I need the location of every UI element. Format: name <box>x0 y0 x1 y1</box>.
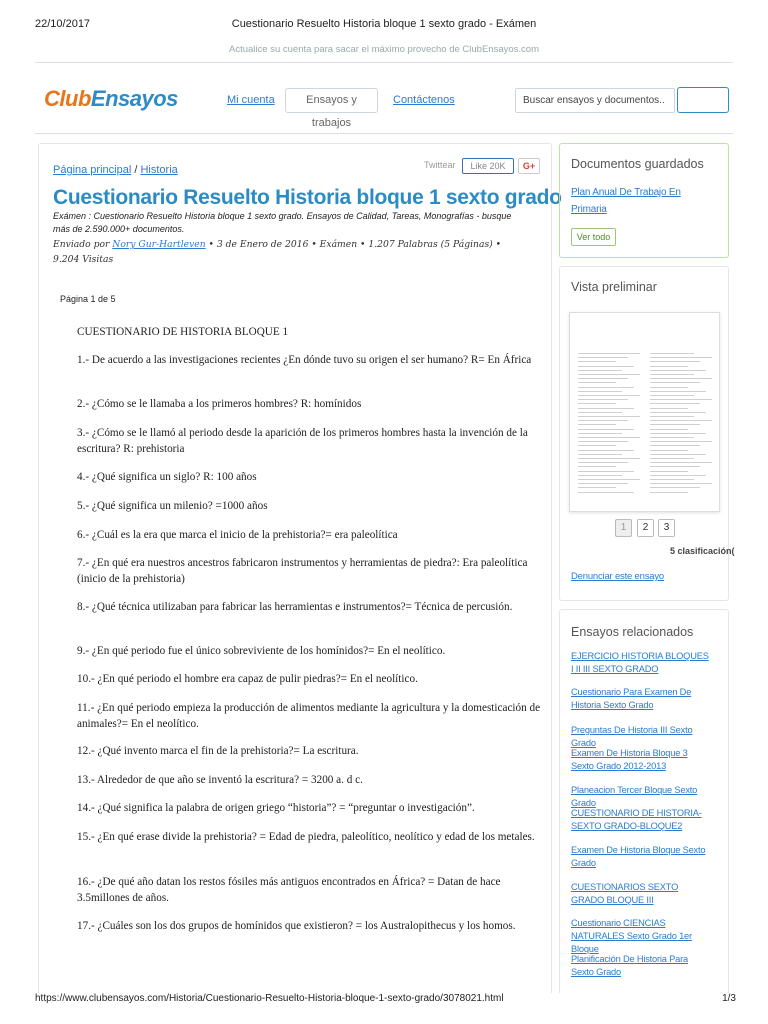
preview-text-line <box>578 408 634 409</box>
preview-text-line <box>578 429 634 430</box>
related-essay-link[interactable]: EJERCICIO HISTORIA BLOQUES I II III SEXTO GRADO <box>571 651 709 674</box>
questionnaire-heading: CUESTIONARIO DE HISTORIA BLOQUE 1 <box>77 326 289 338</box>
preview-text-line <box>578 357 628 358</box>
preview-text-line <box>578 387 634 388</box>
preview-text-line <box>578 454 622 455</box>
question-item: 5.- ¿Qué significa un milenio? =1000 años <box>77 500 268 512</box>
header-bottom-divider <box>35 133 733 134</box>
preview-text-line <box>650 387 688 388</box>
preview-text-line <box>578 479 640 480</box>
question-item: 9.- ¿En qué periodo fue el único sobreviviente de los homínidos?= En el neolítico. <box>77 645 446 657</box>
preview-text-line <box>650 374 694 375</box>
preview-text-line <box>650 361 700 362</box>
preview-text-line <box>578 441 628 442</box>
search-input[interactable]: Buscar ensayos y documentos.. <box>515 88 675 113</box>
preview-text-line <box>650 403 700 404</box>
page-indicator: Página 1 de 5 <box>60 294 116 304</box>
preview-text-line <box>650 445 700 446</box>
preview-text-line <box>650 450 688 451</box>
question-item: 11.- ¿En qué periodo empieza la producción de alimentos mediante la agricultura y la domesticación de animales?= En el neolítico. <box>77 702 541 730</box>
preview-title: Vista preliminar <box>571 280 657 294</box>
breadcrumb <box>53 164 178 176</box>
preview-text-line <box>650 408 688 409</box>
preview-text-line <box>650 441 712 442</box>
saved-document-link[interactable]: Plan Anual De Trabajo En Primaria <box>571 187 681 215</box>
tweet-button[interactable]: Twittear <box>424 160 456 170</box>
preview-text-line <box>650 458 694 459</box>
saved-documents-title: Documentos guardados <box>571 157 704 171</box>
preview-text-line <box>578 395 640 396</box>
preview-page-2[interactable]: 2 <box>637 519 654 537</box>
preview-text-line <box>578 374 640 375</box>
question-item: 4.- ¿Qué significa un siglo? R: 100 años <box>77 471 257 483</box>
preview-text-line <box>650 483 712 484</box>
preview-text-line <box>578 437 640 438</box>
question-item: 15.- ¿En qué erase divide la prehistoria? = Edad de piedra, paleolítico, neolítico y edad de los metales. <box>77 831 535 843</box>
preview-text-line <box>650 424 700 425</box>
preview-text-line <box>650 416 694 417</box>
preview-text-line <box>578 416 640 417</box>
question-item: 17.- ¿Cuáles son los dos grupos de homínidos que existieron? = los Australopithecus y los homos. <box>77 920 516 932</box>
nav-my-account[interactable]: Mi cuenta <box>227 94 275 106</box>
breadcrumb-separator: / <box>134 164 138 176</box>
facebook-like-button[interactable]: Like 20K <box>462 158 514 174</box>
preview-text-line <box>650 378 712 379</box>
question-item: 13.- Alrededor de que año se inventó la escritura? = 3200 a. d c. <box>77 774 363 786</box>
document-meta <box>53 237 521 267</box>
preview-text-line <box>578 487 616 488</box>
rating-count: 5 clasificación( <box>670 546 735 556</box>
preview-text-line <box>650 429 688 430</box>
report-essay-link[interactable]: Denunciar este ensayo <box>571 571 664 582</box>
related-essays-title: Ensayos relacionados <box>571 625 694 639</box>
preview-text-line <box>650 399 712 400</box>
preview-text-line <box>650 487 700 488</box>
preview-text-line <box>650 492 688 493</box>
preview-text-line <box>650 420 712 421</box>
related-essay-link[interactable]: Preguntas De Historia III Sexto Grado <box>571 725 693 748</box>
preview-text-line <box>650 466 700 467</box>
question-item: 2.- ¿Cómo se le llamaba a los primeros hombres? R: homínidos <box>77 398 362 410</box>
preview-text-line <box>578 403 616 404</box>
preview-text-line <box>650 395 694 396</box>
preview-text-line <box>650 412 706 413</box>
preview-text-line <box>578 378 628 379</box>
preview-thumbnail[interactable] <box>569 312 720 512</box>
search-button[interactable] <box>677 87 729 113</box>
document-title: Cuestionario Resuelto Historia bloque 1 sexto grado <box>53 186 562 209</box>
preview-text-line <box>650 353 694 354</box>
preview-text-line <box>650 471 688 472</box>
preview-text-line <box>578 471 634 472</box>
preview-text-line <box>650 462 712 463</box>
breadcrumb-home-link[interactable]: Página principal <box>53 164 132 176</box>
related-essay-link[interactable]: Examen De Historia Bloque 3 Sexto Grado 2012-2013 <box>571 748 688 771</box>
preview-text-line <box>578 353 640 354</box>
preview-text-line <box>650 475 706 476</box>
nav-contact[interactable]: Contáctenos <box>393 94 455 106</box>
meta-details: • 3 de Enero de 2016 • Exámen • 1.207 Palabras (5 Páginas) • 9.204 Visitas <box>53 239 502 265</box>
nav-essays-button[interactable]: Ensayos y trabajos <box>285 88 378 113</box>
related-essay-link[interactable]: Planificación De Historia Para Sexto Grado <box>571 954 688 977</box>
preview-text-line <box>650 366 688 367</box>
clubensayos-logo[interactable] <box>44 86 178 112</box>
print-url: https://www.clubensayos.com/Historia/Cuestionario-Resuelto-Historia-bloque-1-sexto-grado/3078021.html <box>35 993 504 1004</box>
preview-text-line <box>578 361 616 362</box>
preview-text-line <box>650 479 694 480</box>
print-page-title: Cuestionario Resuelto Historia bloque 1 sexto grado - Exámen <box>231 18 537 30</box>
preview-text-line <box>578 399 628 400</box>
preview-text-line <box>578 483 628 484</box>
author-link[interactable]: Nory Gur-Hartleven <box>112 239 206 250</box>
preview-page-3[interactable]: 3 <box>658 519 675 537</box>
preview-text-line <box>650 433 706 434</box>
question-item: 8.- ¿Qué técnica utilizaban para fabricar las herramientas e instrumentos?= Técnica de percusión. <box>77 601 513 613</box>
related-essay-link[interactable]: Planeacion Tercer Bloque Sexto Grado <box>571 785 698 808</box>
preview-text-line <box>650 370 706 371</box>
preview-text-line <box>650 454 706 455</box>
preview-text-line <box>578 412 622 413</box>
question-item: 10.- ¿En qué periodo el hombre era capaz de pulir piedras?= En el neolítico. <box>77 673 418 685</box>
preview-text-line <box>650 382 700 383</box>
preview-page-1[interactable]: 1 <box>615 519 632 537</box>
print-page-number: 1/3 <box>722 993 736 1004</box>
preview-text-line <box>578 382 616 383</box>
view-all-button[interactable]: Ver todo <box>571 228 616 246</box>
google-plus-button[interactable]: G+ <box>518 158 540 174</box>
logo-part-ensayos: Ensayos <box>90 86 178 111</box>
preview-text-line <box>578 420 628 421</box>
preview-text-line <box>650 391 706 392</box>
document-subtitle: Exámen : Cuestionario Resuelto Historia bloque 1 sexto grado. Ensayos de Calidad, Tareas, Monografías - busque más de 2.590.000+ documentos. <box>53 211 512 234</box>
upgrade-banner[interactable]: Actualice su cuenta para sacar el máximo provecho de ClubEnsayos.com <box>229 44 539 55</box>
question-item: 16.- ¿De qué año datan los restos fósiles más antiguos encontrados en África? = Datan de hace 3.5millones de años. <box>77 876 501 904</box>
related-essay-link[interactable]: Cuestionario Para Examen De Historia Sexto Grado <box>571 687 692 710</box>
question-item: 3.- ¿Cómo se le llamó al periodo desde la aparición de los primeros hombres hasta la invención de la escritura? R: prehistoria <box>77 427 528 455</box>
question-item: 1.- De acuerdo a las investigaciones recientes ¿En dónde tuvo su origen el ser humano? R= En África <box>77 354 532 366</box>
preview-text-line <box>650 357 712 358</box>
breadcrumb-category-link[interactable]: Historia <box>140 164 178 176</box>
preview-text-line <box>578 458 640 459</box>
preview-text-line <box>578 475 622 476</box>
question-item: 12.- ¿Qué invento marca el fin de la prehistoria?= La escritura. <box>77 745 359 757</box>
related-essay-link[interactable]: Examen De Historia Bloque Sexto Grado <box>571 845 706 868</box>
preview-text-line <box>578 424 616 425</box>
question-item: 6.- ¿Cuál es la era que marca el inicio de la prehistoria?= era paleolítica <box>77 529 398 541</box>
related-essay-link[interactable]: CUESTIONARIO DE HISTORIA-SEXTO GRADO-BLOQUE2 <box>571 808 702 831</box>
question-item: 14.- ¿Qué significa la palabra de origen griego “historia”? = “preguntar o investigación”. <box>77 802 475 814</box>
logo-part-club: Club <box>44 86 91 111</box>
question-item: 7.- ¿En qué era nuestros ancestros fabricaron instrumentos y herramientas de piedra?: Era paleolítica (inicio de la prehistoria) <box>77 557 528 585</box>
preview-text-line <box>578 492 634 493</box>
preview-text-line <box>578 433 622 434</box>
related-essay-link[interactable]: Cuestionario CIENCIAS NATURALES Sexto Grado 1er Bloque <box>571 918 692 954</box>
related-essay-link[interactable]: CUESTIONARIOS SEXTO GRADO BLOQUE III <box>571 882 679 905</box>
header-top-divider <box>35 62 733 63</box>
preview-text-line <box>650 437 694 438</box>
preview-text-line <box>578 462 628 463</box>
preview-text-line <box>578 445 616 446</box>
preview-text-line <box>578 370 622 371</box>
print-date: 22/10/2017 <box>35 18 91 30</box>
preview-text-line <box>578 366 634 367</box>
preview-text-line <box>578 391 622 392</box>
preview-text-line <box>578 450 634 451</box>
meta-prefix: Enviado por <box>53 239 110 250</box>
preview-text-line <box>578 466 616 467</box>
